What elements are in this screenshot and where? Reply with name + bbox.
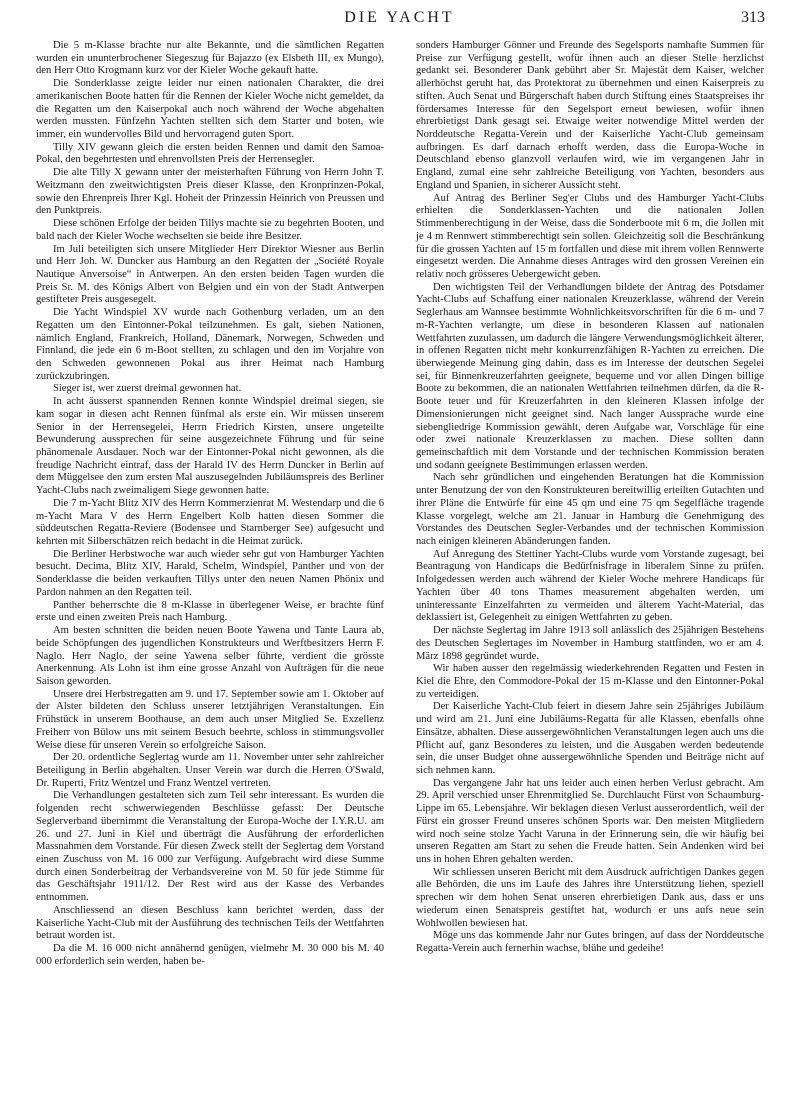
paragraph: Tilly XIV gewann gleich die ersten beiden Rennen und damit den Samoa-Pokal, den begehrtesten und ehrenvollsten Preis der Herrensegler. [36,141,384,166]
paragraph: In acht äusserst spannenden Rennen konnte Windspiel dreimal siegen, sie kam sogar in diesen acht Rennen fünfmal als erste ein. Wir müssen unserem Senior in der Herrensegelei, Herrn Friedrich Kirsten, unsere ungeteilte Bewunderung aussprechen für seine ausgezeichnete Führung und für seine phänomenale Ausdauer. Noch war der Eintonner-Pokal nicht gewonnen, als die freudige Nachricht eintraf, dass der Harald IV des Herrn Duncker in Berlin auf dem Müggelsee den zum ersten Mal auszusegelnden Jubiläumspreis des Berliner Yacht-Clubs nach zweimaligem Siege gewonnen hatte. [36,396,384,497]
paragraph: Das vergangene Jahr hat uns leider auch einen herben Verlust gebracht. Am 29. April verschied unser Ehrenmitglied Se. Durchlaucht Fürst von Schaumburg-Lippe im 65. Lebensjahre. Wir beklagen diesen Verlust ausserordentlich, weil der Fürst ein grosser Freund unseres schönen Sports war. Den meisten Mitgliedern wird noch seine stolze Yacht Varuna in der Erinnerung sein, die wir häufig bei unseren Regatten am Start zu sehen die Freude hatten. Sein Andenken wird bei uns in hohen Ehren gehalten werden. [416,777,764,865]
paragraph: Möge uns das kommende Jahr nur Gutes bringen, auf dass der Norddeutsche Regatta-Verein auch fernerhin wachse, blühe und gedeihe! [416,930,764,955]
page-number: 313 [741,9,765,26]
paragraph: Diese schönen Erfolge der beiden Tillys machte sie zu begehrten Booten, und bald nach der Kieler Woche wechselten sie beide ihre Besitzer. [36,218,384,242]
paragraph: Die 7 m-Yacht Blitz XIV des Herrn Kommerzienrat M. Westendarp und die 6 m-Yacht Mara V des Herrn Engelbert Kolb hatten diesen Sommer die süddeutschen Regatta-Reviere (Bodensee und Starnberger See) aufgesucht und kehrten mit Silberschätzen reich bedacht in die Heimat zurück. [36,497,384,548]
paragraph: Die Sonderklasse zeigte leider nur einen nationalen Charakter, die drei amerikanischen Boote hatten für die Rennen der Kieler Woche nicht gemeldet, da die Regatten um den Kaiserpokal auch noch während der Woche abgehalten werden mussten. Fünfzehn Yachten stellten sich dem Starter und boten, wie immer, ein wundervolles Bild und hervorragend guten Sport. [36,78,384,141]
paragraph: Panther beherrschte die 8 m-Klasse in überlegener Weise, er brachte fünf erste und einen zweiten Preis nach Hamburg. [36,599,384,624]
paragraph: Der Kaiserliche Yacht-Club feiert in diesem Jahre sein 25jähriges Jubiläum und wird am 21. Juni eine Jubiläums-Regatta für alle Klassen, ebenfalls ohne Einsätze, abhalten. Diese aussergewöhnlichen Veranstaltungen legen auch uns die Pflicht auf, ganz Besonderes zu leisten, und die Ausgaben werden bedeutende sein, die unser Budget ohne aussergewöhnliche Spenden und Beiträge nicht auf sich nehmen kann. [416,701,764,776]
left-column [36,40,384,968]
paragraph: Nach sehr gründlichen und eingehenden Beratungen hat die Kommission unter Benutzung der von den Konstrukteuren bereitwillig erteilten Gutachten und ihrer Pläne die Entwürfe für eine 45 qm und eine 75 qm Segelfläche tragende Klasse vorgelegt, welche am 21. Januar in Hamburg die Genehmigung des Vorstandes des Deutschen Segler-Verbandes und der technischen Kommission nach einigen kleineren Abänderungen fanden. [416,472,764,548]
paragraph: Auf Antrag des Berliner Seg'er Clubs und des Hamburger Yacht-Clubs erhielten die Sonderklassen-Yachten und die nationalen Jollen Stimmenberechtigung in der Weise, dass die Sonderboote mit 6 m, die Jollen mit je 4 m Rennwert stimmberechtigt sein sollen. Gleichzeitig soll die Beschränkung für die grossen Yachten auf 15 m fortfallen und diese mit ihrem vollen Rennwerte eingesetzt werden. Die Annahme dieses Antrages wird den grossen Vereinen ein relativ noch grösseres Uebergewicht geben. [416,192,764,280]
page-header [0,0,799,38]
paragraph: Auf Anregung des Stettiner Yacht-Clubs wurde vom Vorstande zugesagt, bei Beantragung von Handicaps die Bedürfnisfrage in liberalem Sinne zu prüfen. Infolgedessen werden auch während der Kieler Woche mehrere Handicaps für Yachten über 40 tons Thames measurement abgehalten werden, um uninteressante Einzelfahrten zu vermeiden und älterem Yacht-Material, das deklassiert ist, Gelegenheit zu einigen Wettfahrten zu geben. [416,548,764,624]
right-column [416,40,764,956]
paragraph: Die Yacht Windspiel XV wurde nach Gothenburg verladen, um an den Regatten um den Eintonner-Pokal teilzunehmen. Es galt, sieben Nationen, nämlich England, Frankreich, Holland, Dänemark, Norwegen, Schweden und Finnland, die jede ein 6 m-Boot stellten, zu schlagen und den im Vorjahre von den Schweden gewonnenen Pokal aus ihrer Heimat nach Hamburg zurückzubringen. [36,307,384,382]
paragraph: Wir schliessen unseren Bericht mit dem Ausdruck aufrichtigen Dankes gegen alle Behörden, die uns im Laufe des Jahres ihre Unterstützung liehen, speziell sprechen wir dem hohen Senat unseren ehrerbietigen Dank aus, dass er uns wiederum einen Senatspreis gestiftet hat, wodurch er uns aufs neue sein Wohlwollen bewiesen hat. [416,866,764,929]
paragraph: Im Juli beteiligten sich unsere Mitglieder Herr Direktor Wiesner aus Berlin und Herr Joh. W. Duncker aus Hamburg an den Regatten der „Société Royale Nautique Anversoise“ in Antwerpen. An den ersten beiden Tagen wurden die Preis Sr. M. des Königs Albert von Belgien und ein von der Stadt Antwerpen gestifteter Preis ausgesegelt. [36,243,384,306]
paragraph: Unsere drei Herbstregatten am 9. und 17. September sowie am 1. Oktober auf der Alster bildeten den Schluss unserer letztjährigen Veranstaltungen. Ein Frühstück in unserem Boothause, an dem auch unser Mitglied Se. Exzellenz Freiherr von Bülow uns mit seinem Besuch beehrte, schloss in stimmungsvoller Weise diese für unseren Verein so erfolgreiche Saison. [36,688,384,751]
paragraph: Die Berliner Herbstwoche war auch wieder sehr gut von Hamburger Yachten besucht. Decima, Blitz XIV, Harald, Schelm, Windspiel, Panther und von der Sonderklasse die beiden verkauften Tillys unter den neuen Namen Phönix und Pardon nahmen an den Regatten teil. [36,548,384,598]
paragraph: Den wichtigsten Teil der Verhandlungen bildete der Antrag des Potsdamer Yacht-Clubs auf Schaffung einer nationalen Kreuzerklasse, während der Verein Seglerhaus am Wannsee bestimmte Wohnlichkeitsvorschriften für die 6 m- und 7 m-R-Yachten verlangte, um diese in besonderen Klassen auf nationalen Wettfahrten zuzulassen, um dadurch die längere Verwendungsmöglichkeit älterer, in offenen Regatten nicht mehr konkurrenzfähigen R-Yachten zu erreichen. Die überwiegende Meinung ging dahin, dass es im Interesse der deutschen Segelei sei, für Binnenkreuzerfahrten geeignete, bequeme und vor allen Dingen billige Boote zu bekommen, die an nationalen Wettfahrten teilnehmen dürfen, da die R-Boote teuer und für Kreuzerfahrten in den kleineren Klassen infolge der Dimensionierungen nicht geeignet sind. Nach langer Aussprache wurde eine siebengliedrige Kommission gewählt, deren Aufgabe war, Vorschläge für eine oder zwei nationale Kreuzerklassen zu machen. Diese sollten dann gemeinschaftlich mit dem Vorstande und der technischen Kommission beraten und sodann geeignete Bestimmungen erlassen werden. [416,281,764,471]
paragraph: Anschliessend an diesen Beschluss kann berichtet werden, dass der Kaiserliche Yacht-Club mit der Ausführung des technischen Teils der Wettfahrten betraut worden ist. [36,904,384,942]
paragraph: Die 5 m-Klasse brachte nur alte Bekannte, und die sämtlichen Regatten wurden ein ununterbrochener Siegeszug für Bajazzo (ex Elsbeth III, ex Mungo), den Herr Otto Krogmann kurz vor der Kieler Woche gekauft hatte. [36,40,384,77]
paragraph: Am besten schnitten die beiden neuen Boote Yawena und Tante Laura ab, beide Schöpfungen des jugendlichen Konstrukteurs und Werftbesitzers Herrn F. Naglo. Herr Naglo, der seine Yawena selber führte, verdient die grösste Anerkennung. Als Lohn ist ihm eine grosse Anzahl von Aufträgen für die neue Saison geworden. [36,625,384,687]
running-title: DIE YACHT [344,9,455,26]
paragraph: Der nächste Seglertag im Jahre 1913 soll anlässlich des 25jährigen Bestehens des Deutschen Seglertages im November in Hamburg stattfinden, wo er am 4. März 1898 gegründet wurde. [416,625,764,662]
paragraph: Sieger ist, wer zuerst dreimal gewonnen hat. [52,383,242,395]
paragraph: Wir haben ausser den regelmässig wiederkehrenden Regatten und Festen in Kiel die Ehre, den Commodore-Pokal der 15 m-Klasse und den Eintonner-Pokal zu verteidigen. [416,663,764,700]
paragraph: Die Verhandlungen gestalteten sich zum Teil sehr interessant. Es wurden die folgenden recht schwerwiegenden Beschlüsse gefasst: Der Deutsche Seglerverband übernimmt die Veranstaltung der Europa-Woche der I.Y.R.U. am 26. und 27. Juni in Kiel und überträgt die Ausführung der erforderlichen Massnahmen dem Vorstande. Für diesen Zweck stellt der Seglertag dem Vorstand einen Zuschuss von M. 16 000 zur Verfügung. Aufgebracht wird diese Summe durch einen Sonderbeitrag der Verbandsvereine von M. 50 für jede Stimme für das Geschäftsjahr 1911/12. Der Rest wird aus der Kasse des Verbandes entnommen. [36,790,384,904]
paragraph: Die alte Tilly X gewann unter der meisterhaften Führung von Herrn John T. Weitzmann den zweitwichtigsten Preis dieser Klasse, den Kronprinzen-Pokal, sowie den Ehrenpreis Ihrer Kgl. Hoheit der Prinzessin Heinrich von Preussen und den Punktpreis. [36,167,384,217]
paragraph: sonders Hamburger Gönner und Freunde des Segelsports namhafte Summen für Preise zur Verfügung gestellt, wofür ihnen auch an dieser Stelle herzlichst gedankt sei. Besonderer Dank gebührt aber Sr. Majestät dem Kaiser, welcher allerhöchst geruht hat, das Protektorat zu übernehmen und einen Kaiserpreis zu stiften. Auch Senat und Bürgerschaft haben durch Stiftung eines Staatspreises ihr fördersames Interesse für den Segelsport erneut bewiesen, wofür ihnen ehrerbietigst Dank gesagt sei. Etwaige weiter notwendige Mittel werden der Norddeutsche Regatta-Verein und der Kaiserliche Yacht-Club gemeinsam aufbringen. Es darf darnach erhofft werden, dass die Europa-Woche in Deutschland ebenso glanzvoll verlaufen wird, wie im vergangenen Jahr in England, zumal eine sehr zahlreiche Beteiligung von Yachten, besonders aus England und Spanien, in sicherer Aussicht steht. [416,40,764,191]
paragraph: Der 20. ordentliche Seglertag wurde am 11. November unter sehr zahlreicher Beteiligung in Berlin abgehalten. Unser Verein war durch die Herren O'Swald, Dr. Ruperti, Fritz Wentzel und Franz Wentzel vertreten. [36,752,384,789]
paragraph: Da die M. 16 000 nicht annähernd genügen, vielmehr M. 30 000 bis M. 40 000 erforderlich sein werden, haben be- [36,943,384,967]
